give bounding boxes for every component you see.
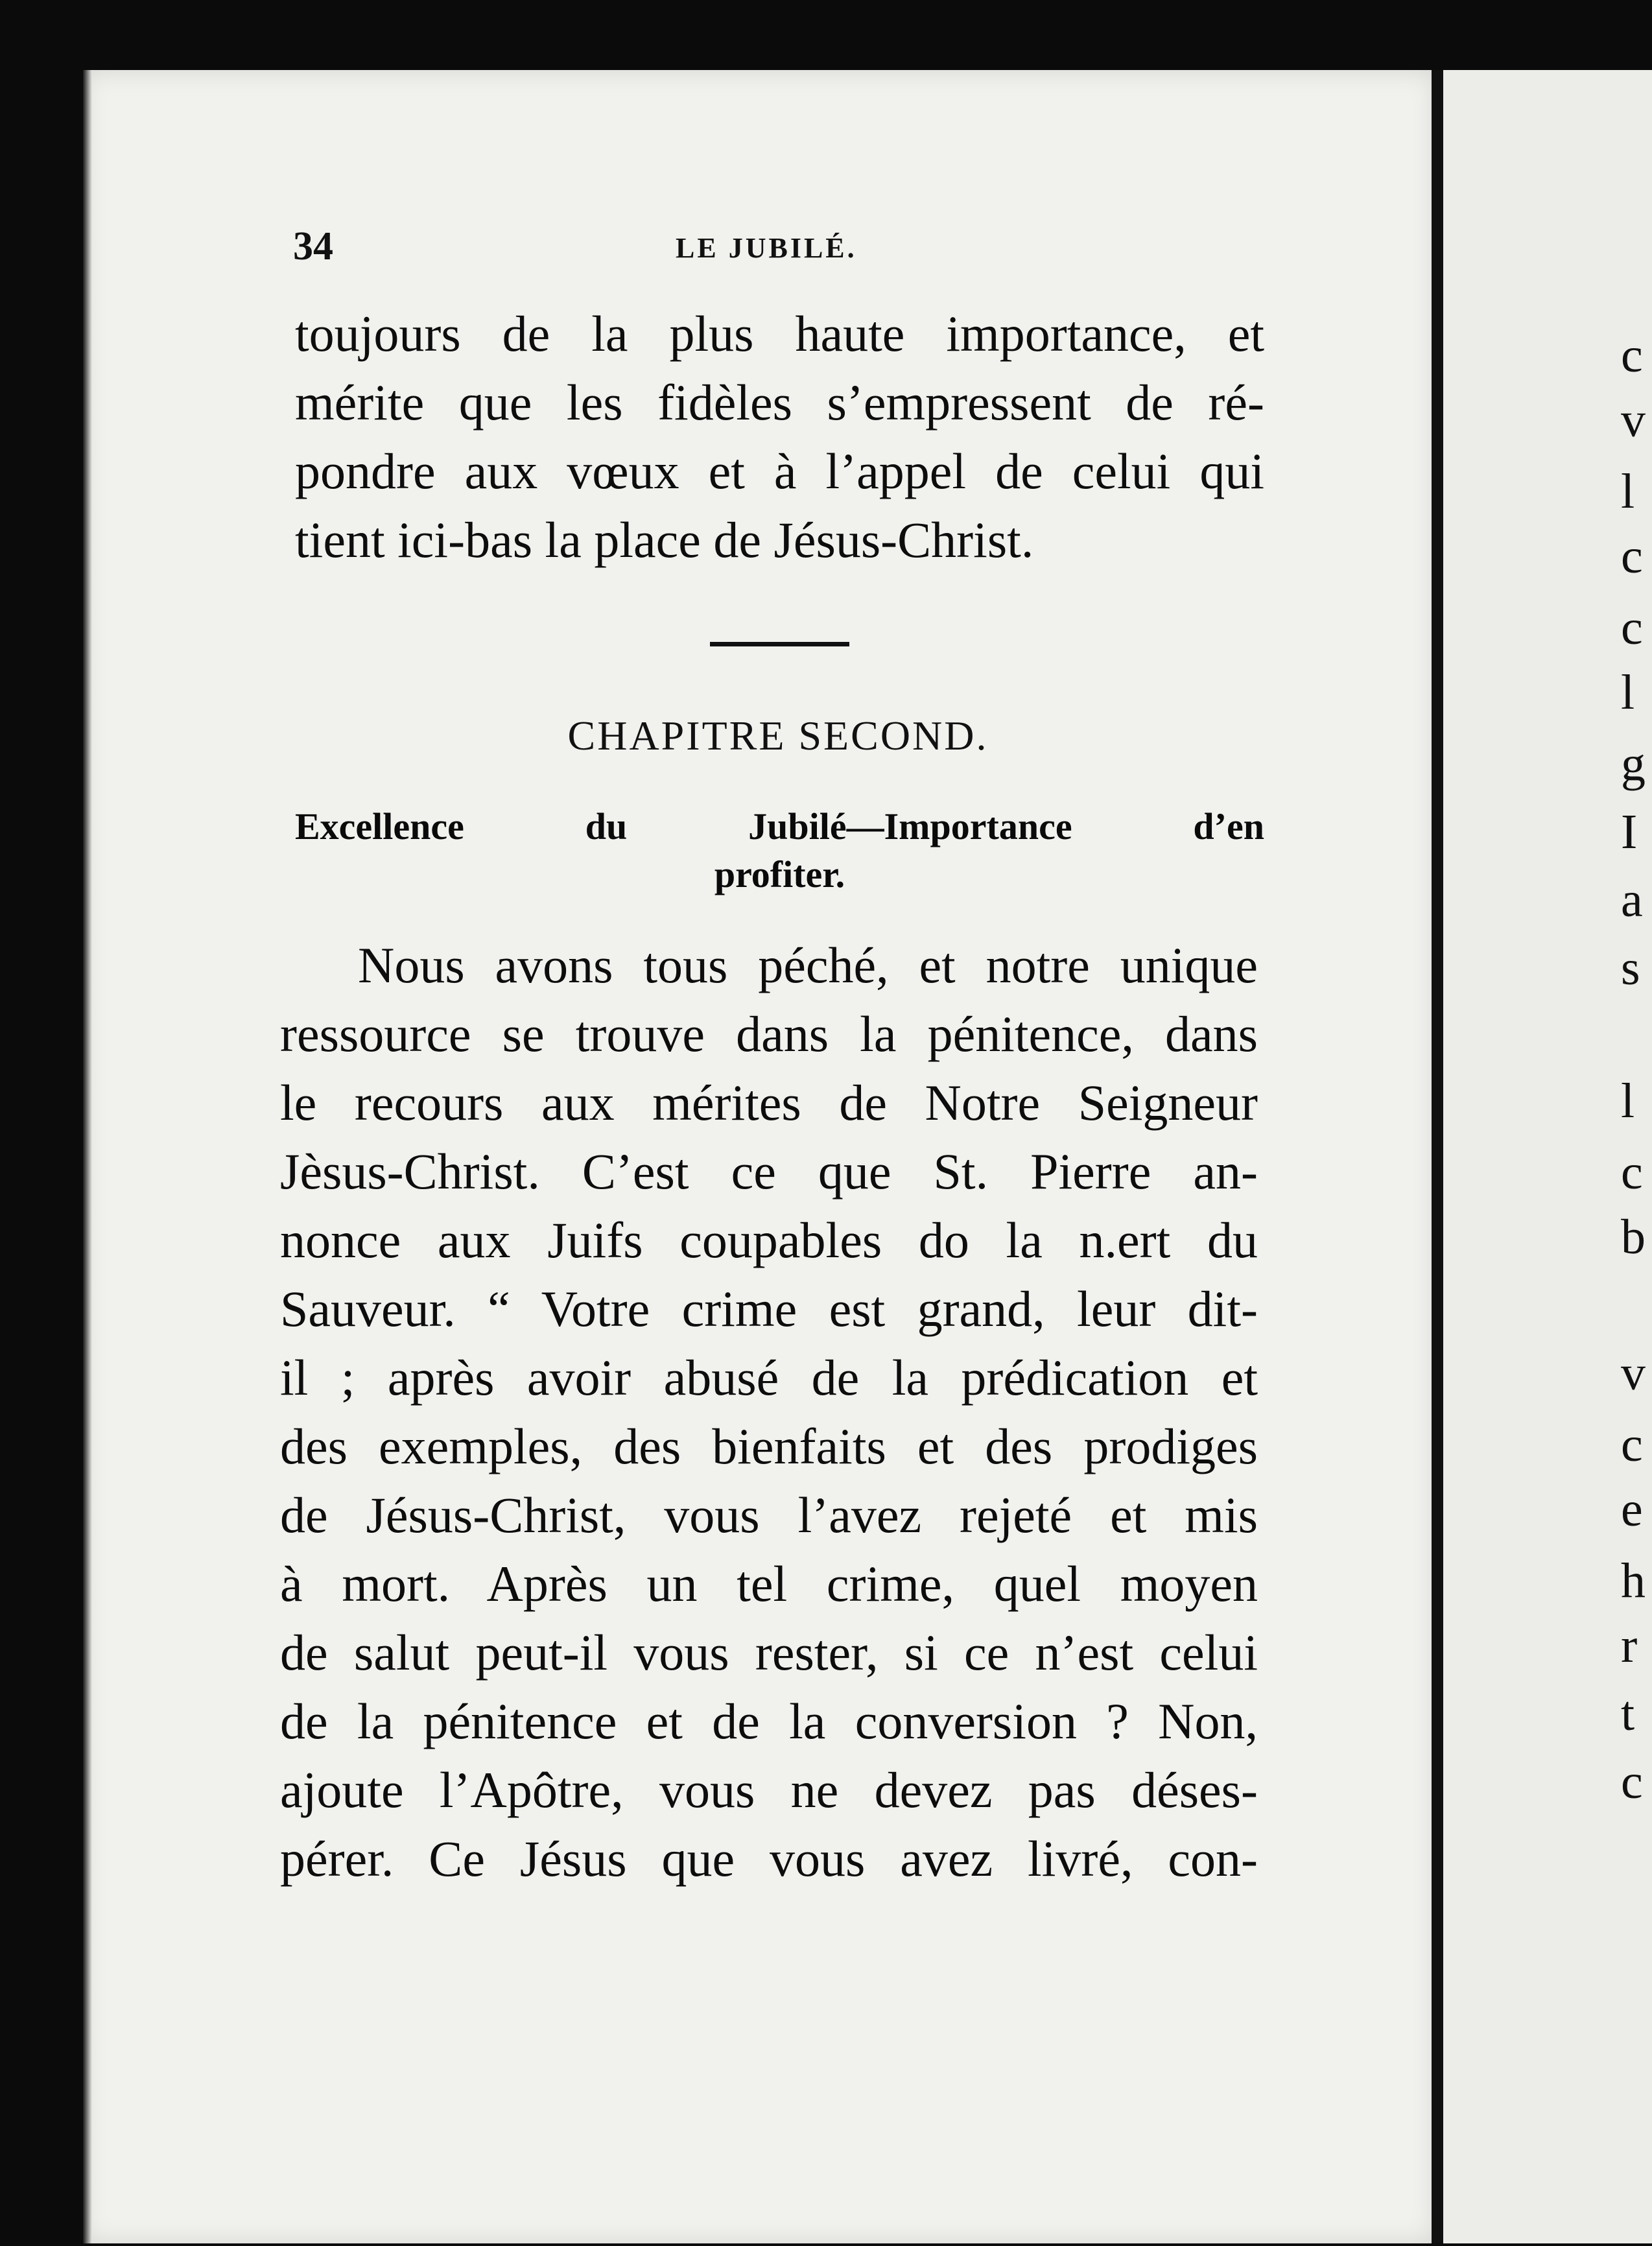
facing-page-letter: c [1621, 600, 1643, 655]
page-edge-shadow [83, 70, 92, 2243]
text-line: Jèsus-Christ. C’est ce que St. Pierre an- [280, 1143, 1258, 1200]
page-number: 34 [293, 224, 333, 268]
text-line: de salut peut-il vous rester, si ce n’est celui [280, 1624, 1258, 1681]
facing-page-letter: c [1621, 1145, 1643, 1200]
facing-page-letter: t [1621, 1686, 1635, 1741]
running-title: LE JUBILÉ. [676, 232, 857, 264]
text-line: pondre aux vœux et à l’appel de celui qui [295, 443, 1264, 499]
facing-page-letter: v [1621, 393, 1646, 447]
facing-page-letter: a [1621, 873, 1643, 927]
facing-page-letter: r [1621, 1618, 1638, 1673]
text-line: Sauveur. “ Votre crime est grand, leur dit- [280, 1281, 1258, 1337]
text-line: ajoute l’Apôtre, vous ne devez pas déses- [280, 1762, 1258, 1818]
body-paragraph [280, 931, 1258, 1893]
text-line: mérite que les fidèles s’empressent de ré- [295, 374, 1264, 431]
facing-page-letter: c [1621, 1417, 1643, 1472]
facing-page-letter: v [1621, 1346, 1646, 1401]
facing-page-letter: l [1621, 665, 1635, 720]
chapter-subtitle [295, 803, 1264, 899]
text-line: de Jésus-Christ, vous l’avez rejeté et mis [280, 1487, 1258, 1543]
text-line: toujours de la plus haute importance, et [295, 305, 1264, 362]
facing-page-letter: c [1621, 529, 1643, 584]
text-line: ressource se trouve dans la pénitence, dans [280, 1006, 1258, 1062]
chapter-title: CHAPITRE SECOND. [567, 713, 989, 759]
section-divider [710, 642, 849, 646]
continuation-paragraph [295, 300, 1264, 574]
text-line: de la pénitence et de la conversion ? Non, [280, 1693, 1258, 1749]
facing-page-letter: h [1621, 1554, 1646, 1608]
facing-page-letter: I [1621, 805, 1638, 859]
text-line: à mort. Après un tel crime, quel moyen [280, 1555, 1258, 1612]
facing-page-letter: l [1621, 1074, 1635, 1128]
facing-page-letter: c [1621, 1755, 1643, 1809]
facing-page-letter: b [1621, 1210, 1646, 1264]
text-line: tient ici-bas la place de Jésus-Christ. [295, 512, 1034, 568]
facing-page-letter: c [1621, 328, 1643, 383]
subtitle-line: Excellence du Jubilé—Importance d’en [295, 805, 1264, 847]
subtitle-line: profiter. [714, 853, 845, 895]
page-gutter [1432, 70, 1443, 2243]
text-line: pérer. Ce Jésus que vous avez livré, con- [280, 1830, 1258, 1887]
facing-page-letter: e [1621, 1482, 1643, 1537]
facing-page-letter: l [1621, 464, 1635, 519]
text-line: nonce aux Juifs coupables do la n.ert du [280, 1212, 1258, 1268]
text-line: il ; après avoir abusé de la prédication et [280, 1349, 1258, 1406]
text-line: Nous avons tous péché, et notre unique [358, 937, 1258, 993]
text-line: le recours aux mérites de Notre Seigneur [280, 1074, 1258, 1131]
facing-page-letter: g [1621, 737, 1646, 791]
text-line: des exemples, des bienfaits et des prodiges [280, 1418, 1258, 1474]
page-header [293, 224, 1292, 269]
facing-page-letter: s [1621, 941, 1640, 995]
